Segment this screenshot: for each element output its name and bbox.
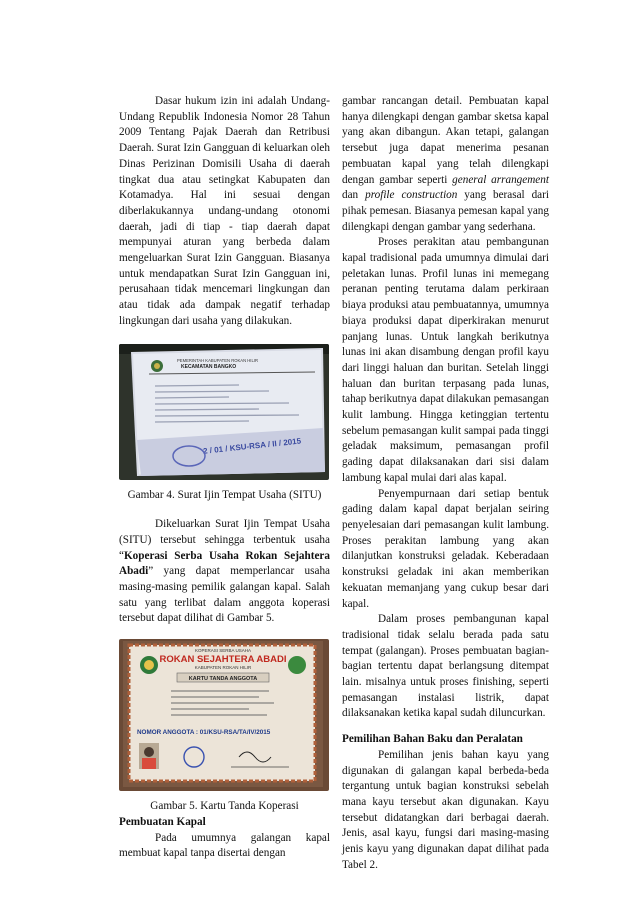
paragraph-proses-perakitan: Proses perakitan atau pembangunan kapal tradisional pada umumnya dimulai dari peletakan lunas. Profil lunas ini memegang peranan penting terutama dalam perkiraan biaya produksi atau pembuatannya, umumnya biaya produksi dapat diperkirakan menurut panjang lunas. Untuk langkah berikutnya lunas ini akan disambung dengan profil kayu dari linggi haluan dan buritan. Setelah linggi haluan dan buritan terpasang pada lunas, tahap berikutnya dapat dilakukan pemasangan kulit lambung. Hingga ketinggian tertentu sebelum pemasangan kulit sampai pada tinggi geladak maksimum, pemasangan profil gading dapat dilaksanakan dari sisi dalam lambung kapal mulai dari alas kapal. xyxy=(342,236,549,484)
svg-text:KABUPATEN ROKAN HILIR: KABUPATEN ROKAN HILIR xyxy=(194,665,252,671)
paragraph-gambar-rancangan: gambar rancangan detail. Pembuatan kapal hanya dilengkapi dengan gambar sketsa kapal yang akan dibangun. Akan tetapi, galangan tersebut juga dapat menerima pesanan pembuatan kapal yang telah dilengkapi dengan gambar seperti general arrangement dan profile construction yang berasal dari pihak pemesan. Biasanya pemesan kapal yang dilengkapi dengan gambar yang sederhana. xyxy=(342,95,549,233)
paragraph-dasar-hukum: Dasar hukum izin ini adalah Undang-Undang Republik Indonesia Nomor 28 Tahun 2009 Tentang Pajak Daerah dan Retribusi Daerah. Surat Izin Gangguan di keluarkan oleh Dinas Perizinan Domisili Usaha di daerah tingkat dua atau setingkat Kabupaten dan Kotamadya. Hal ini sesuai dengan diberlakukannya undang-undang otonomi daerah, jadi di tiap - tiap daerah dapat mempunyai aturan yang berbeda dalam mengeluarkan Surat Izin Gangguan. Biasanya untuk mendapatkan Surat Izin Gangguan ini, perusahaan tidak mencemari lingkungan dan atau tidak ada dampak negatif terhadap lingkungan dari usaha yang dilakukan. xyxy=(119,95,330,327)
svg-text:KOPERASI SERBA USAHA: KOPERASI SERBA USAHA xyxy=(194,648,252,654)
figure-5-caption: Gambar 5. Kartu Tanda Koperasi xyxy=(150,800,299,813)
svg-text:2 / 01 / KSU-RSA / II / 2015: 2 / 01 / KSU-RSA / II / 2015 xyxy=(202,436,302,456)
svg-text:KARTU TANDA ANGGOTA: KARTU TANDA ANGGOTA xyxy=(188,676,258,683)
svg-text:KECAMATAN BANGKO: KECAMATAN BANGKO xyxy=(181,363,237,370)
section-heading-bahan-baku: Pemilihan Bahan Baku dan Peralatan xyxy=(342,733,523,746)
left-column xyxy=(119,94,330,862)
figure-4-caption: Gambar 4. Surat Ijin Tempat Usaha (SITU) xyxy=(127,488,322,501)
svg-text:ROKAN SEJAHTERA ABADI: ROKAN SEJAHTERA ABADI xyxy=(159,654,287,666)
member-photo-icon xyxy=(144,747,154,757)
paragraph-pemilihan-kayu: Pemilihan jenis bahan kayu yang digunakan di galangan kapal berbeda-beda tergantung untuk bagian konstruksi sebelah mana kayu tersebut akan digunakan. Kayu tersebut didatangkan dari berbagai daerah. Jenis, asal kayu, fungsi dari masing-masing jenis kayu yang digunakan dapat dilihat pada Tabel 2. xyxy=(342,748,549,871)
svg-text:NOMOR ANGGOTA : 01/KSU-RSA/TA/: NOMOR ANGGOTA : 01/KSU-RSA/TA/IV/2015 xyxy=(137,729,271,737)
right-column xyxy=(342,94,549,873)
regency-logo-icon xyxy=(288,656,306,674)
section-heading-pembuatan-kapal: Pembuatan Kapal xyxy=(119,815,206,828)
paragraph-situ: Dikeluarkan Surat Ijin Tempat Usaha (SITU) tersebut sehingga terbentuk usaha “Koperasi Serba Usaha Rokan Sejahtera Abadi” yang dapat memperlancar usaha masing-masing pemilik galangan kapal. Salah satu yang terlibat dalam anggota koperasi tersebut dapat dilihat di Gambar 5. xyxy=(119,518,330,625)
paragraph-penyempurnaan: Penyempurnaan dari setiap bentuk gading dalam kapal dapat berjalan seiring penyelesaian dari pemasangan kulit lambung. Proses perakitan lambung yang akan dilanjutkan konstruksi geladak. Keberadaan konstruksi geladak ini akan memberikan kekuatan memanjang yang cukup besar dari kapal. xyxy=(342,487,549,610)
svg-text:PEMERINTAH KABUPATEN ROKAN HIL: PEMERINTAH KABUPATEN ROKAN HILIR xyxy=(177,357,258,363)
paragraph-proses-pembangunan: Dalam proses pembangunan kapal tradisional tidak selalu berada pada satu tempat (galangan). Proses pembuatan bagian-bagian tertentu dapat berlangsung ditempat lain. misalnya untuk proses finishing, seperti pemasangan instalasi listrik, dapat dilaksanakan ketika kapal sudah diluncurkan. xyxy=(342,613,549,720)
figure-4-photo xyxy=(119,344,329,480)
paragraph-pembuatan-kapal: Pada umumnya galangan kapal membuat kapal tanpa disertai dengan xyxy=(119,831,330,860)
figure-5-photo xyxy=(119,639,329,791)
